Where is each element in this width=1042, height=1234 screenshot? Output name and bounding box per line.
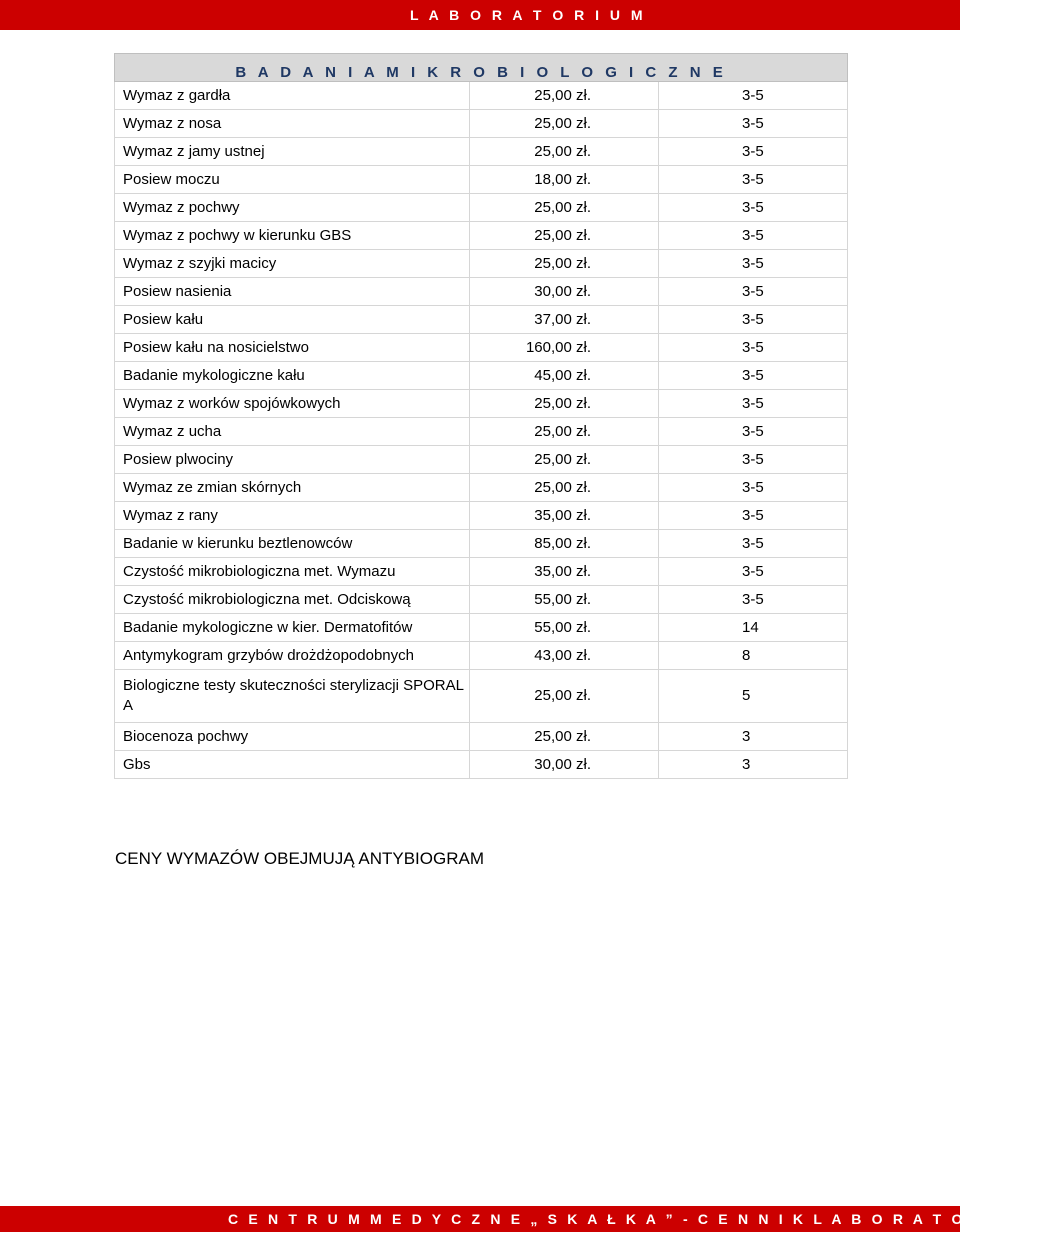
turnaround-cell: 3-5 bbox=[659, 586, 848, 614]
table-row bbox=[115, 474, 848, 502]
turnaround-cell: 3-5 bbox=[659, 166, 848, 194]
test-name-cell: Badanie w kierunku beztlenowców bbox=[115, 530, 470, 558]
footer-title: C E N T R U M M E D Y C Z N E „ S K A Ł K A ” - C E N N I K L A B O R A T O R I U M bbox=[228, 1211, 1042, 1227]
price-cell: 43,00 zł. bbox=[470, 642, 659, 670]
table-row bbox=[115, 670, 848, 723]
price-cell: 25,00 zł. bbox=[470, 670, 659, 723]
price-cell: 35,00 zł. bbox=[470, 558, 659, 586]
test-name-cell: Biologiczne testy skuteczności sterylizacji SPORAL A bbox=[115, 670, 470, 723]
test-name-cell: Wymaz z szyjki macicy bbox=[115, 250, 470, 278]
price-cell: 18,00 zł. bbox=[470, 166, 659, 194]
test-name-cell: Wymaz z pochwy w kierunku GBS bbox=[115, 222, 470, 250]
price-cell: 30,00 zł. bbox=[470, 751, 659, 779]
turnaround-cell: 3-5 bbox=[659, 194, 848, 222]
test-name-cell: Gbs bbox=[115, 751, 470, 779]
turnaround-cell: 3-5 bbox=[659, 138, 848, 166]
turnaround-cell: 3-5 bbox=[659, 530, 848, 558]
turnaround-cell: 3-5 bbox=[659, 222, 848, 250]
price-cell: 37,00 zł. bbox=[470, 306, 659, 334]
turnaround-cell: 3-5 bbox=[659, 362, 848, 390]
table-body bbox=[115, 82, 848, 779]
test-name-cell: Posiew kału na nosicielstwo bbox=[115, 334, 470, 362]
turnaround-cell: 8 bbox=[659, 642, 848, 670]
table-row bbox=[115, 362, 848, 390]
table-row bbox=[115, 502, 848, 530]
price-cell: 25,00 zł. bbox=[470, 138, 659, 166]
price-cell: 160,00 zł. bbox=[470, 334, 659, 362]
table-row bbox=[115, 751, 848, 779]
table-row bbox=[115, 82, 848, 110]
turnaround-cell: 3-5 bbox=[659, 110, 848, 138]
turnaround-cell: 3-5 bbox=[659, 418, 848, 446]
table-row bbox=[115, 306, 848, 334]
table-row bbox=[115, 446, 848, 474]
turnaround-cell: 3-5 bbox=[659, 502, 848, 530]
table-row bbox=[115, 278, 848, 306]
header-bar bbox=[0, 0, 960, 30]
header-title: L A B O R A T O R I U M bbox=[410, 7, 647, 23]
test-name-cell: Wymaz z rany bbox=[115, 502, 470, 530]
footnote: CENY WYMAZÓW OBEJMUJĄ ANTYBIOGRAM bbox=[115, 849, 484, 868]
footer-bar bbox=[0, 1206, 1042, 1232]
price-cell: 25,00 zł. bbox=[470, 82, 659, 110]
table-row bbox=[115, 166, 848, 194]
test-name-cell: Posiew kału bbox=[115, 306, 470, 334]
test-name-cell: Posiew nasienia bbox=[115, 278, 470, 306]
test-name-cell: Posiew plwociny bbox=[115, 446, 470, 474]
price-cell: 30,00 zł. bbox=[470, 278, 659, 306]
turnaround-cell: 3-5 bbox=[659, 558, 848, 586]
turnaround-cell: 3-5 bbox=[659, 250, 848, 278]
price-cell: 25,00 zł. bbox=[470, 194, 659, 222]
test-name-cell: Wymaz z nosa bbox=[115, 110, 470, 138]
turnaround-cell: 3-5 bbox=[659, 82, 848, 110]
test-name-cell: Wymaz z gardła bbox=[115, 82, 470, 110]
turnaround-cell: 3-5 bbox=[659, 278, 848, 306]
table-row bbox=[115, 530, 848, 558]
test-name-cell: Posiew moczu bbox=[115, 166, 470, 194]
price-cell: 25,00 zł. bbox=[470, 110, 659, 138]
test-name-cell: Wymaz z ucha bbox=[115, 418, 470, 446]
price-cell: 25,00 zł. bbox=[470, 723, 659, 751]
table-row bbox=[115, 110, 848, 138]
table-row bbox=[115, 334, 848, 362]
price-cell: 25,00 zł. bbox=[470, 474, 659, 502]
table-row bbox=[115, 418, 848, 446]
table-row bbox=[115, 222, 848, 250]
table-header-row bbox=[115, 54, 848, 82]
test-name-cell: Badanie mykologiczne w kier. Dermatofitów bbox=[115, 614, 470, 642]
turnaround-cell: 3-5 bbox=[659, 446, 848, 474]
price-cell: 85,00 zł. bbox=[470, 530, 659, 558]
price-cell: 25,00 zł. bbox=[470, 418, 659, 446]
price-cell: 25,00 zł. bbox=[470, 222, 659, 250]
test-name-cell: Czystość mikrobiologiczna met. Odciskową bbox=[115, 586, 470, 614]
table-row bbox=[115, 642, 848, 670]
turnaround-cell: 3 bbox=[659, 723, 848, 751]
test-name-cell: Czystość mikrobiologiczna met. Wymazu bbox=[115, 558, 470, 586]
table-title: B A D A N I A M I K R O B I O L O G I C Z N E bbox=[115, 54, 848, 82]
price-cell: 45,00 zł. bbox=[470, 362, 659, 390]
test-name-cell: Wymaz ze zmian skórnych bbox=[115, 474, 470, 502]
test-name-cell: Biocenoza pochwy bbox=[115, 723, 470, 751]
test-name-cell: Antymykogram grzybów drożdżopodobnych bbox=[115, 642, 470, 670]
table-row bbox=[115, 723, 848, 751]
price-cell: 55,00 zł. bbox=[470, 586, 659, 614]
table-row bbox=[115, 558, 848, 586]
test-name-cell: Badanie mykologiczne kału bbox=[115, 362, 470, 390]
test-name-cell: Wymaz z jamy ustnej bbox=[115, 138, 470, 166]
table-row bbox=[115, 390, 848, 418]
price-cell: 25,00 zł. bbox=[470, 446, 659, 474]
table-row bbox=[115, 138, 848, 166]
turnaround-cell: 5 bbox=[659, 670, 848, 723]
turnaround-cell: 3-5 bbox=[659, 474, 848, 502]
price-cell: 25,00 zł. bbox=[470, 250, 659, 278]
price-table bbox=[114, 53, 848, 779]
test-name-cell: Wymaz z pochwy bbox=[115, 194, 470, 222]
table-row bbox=[115, 194, 848, 222]
turnaround-cell: 3-5 bbox=[659, 334, 848, 362]
table-row bbox=[115, 250, 848, 278]
price-cell: 25,00 zł. bbox=[470, 390, 659, 418]
price-cell: 35,00 zł. bbox=[470, 502, 659, 530]
turnaround-cell: 14 bbox=[659, 614, 848, 642]
turnaround-cell: 3-5 bbox=[659, 390, 848, 418]
price-cell: 55,00 zł. bbox=[470, 614, 659, 642]
test-name-cell: Wymaz z worków spojówkowych bbox=[115, 390, 470, 418]
table-row bbox=[115, 614, 848, 642]
turnaround-cell: 3 bbox=[659, 751, 848, 779]
table-row bbox=[115, 586, 848, 614]
turnaround-cell: 3-5 bbox=[659, 306, 848, 334]
